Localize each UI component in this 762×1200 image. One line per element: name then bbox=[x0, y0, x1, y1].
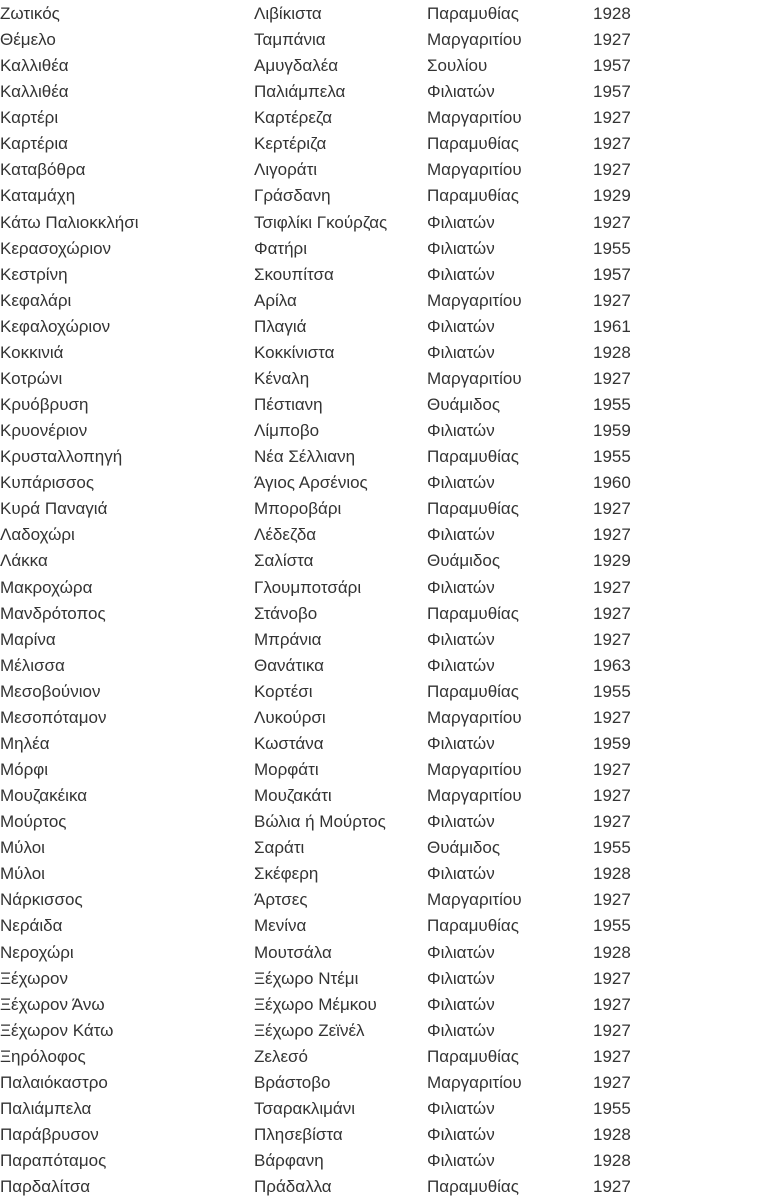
old-name-cell: Πλαγιά bbox=[254, 316, 307, 336]
year-cell: 1928 bbox=[593, 864, 631, 884]
table-row bbox=[0, 653, 762, 679]
year-cell: 1927 bbox=[593, 134, 631, 154]
year-cell: 1959 bbox=[593, 733, 631, 753]
region-cell: Παραμυθίας bbox=[427, 4, 519, 23]
table-row bbox=[0, 705, 762, 731]
table-row bbox=[0, 940, 762, 966]
year-cell: 1928 bbox=[593, 1151, 631, 1171]
year-cell: 1927 bbox=[593, 499, 631, 519]
year-cell: 1927 bbox=[593, 1020, 631, 1040]
table-row bbox=[0, 1148, 762, 1174]
region-cell: Παραμυθίας bbox=[427, 916, 519, 936]
year-cell: 1955 bbox=[593, 238, 631, 258]
year-cell: 1927 bbox=[593, 1177, 631, 1197]
new-name-cell: Μεσοπόταμον bbox=[0, 707, 107, 727]
new-name-cell: Μύλοι bbox=[0, 838, 45, 858]
table-row bbox=[0, 1018, 762, 1044]
region-cell: Θυάμιδος bbox=[427, 838, 501, 858]
table-row bbox=[0, 262, 762, 288]
table-row bbox=[0, 809, 762, 835]
year-cell: 1957 bbox=[593, 56, 631, 76]
old-name-cell: Πέστιανη bbox=[254, 395, 323, 415]
table-row bbox=[0, 1122, 762, 1148]
table-row bbox=[0, 913, 762, 939]
year-cell: 1957 bbox=[593, 82, 631, 102]
year-cell: 1961 bbox=[593, 316, 631, 336]
new-name-cell: Ξέχωρον Κάτω bbox=[0, 1020, 114, 1040]
new-name-cell: Μέλισσα bbox=[0, 655, 65, 675]
region-cell: Φιλιατών bbox=[427, 629, 495, 649]
old-name-cell: Άρτσες bbox=[254, 890, 308, 910]
table-row bbox=[0, 392, 762, 418]
region-cell: Φιλιατών bbox=[427, 82, 495, 102]
year-cell: 1927 bbox=[593, 786, 631, 806]
year-cell: 1955 bbox=[593, 838, 631, 858]
year-cell: 1927 bbox=[593, 603, 631, 623]
new-name-cell: Καταβόθρα bbox=[0, 160, 86, 180]
year-cell: 1927 bbox=[593, 108, 631, 128]
new-name-cell: Μύλοι bbox=[0, 864, 45, 884]
table-row bbox=[0, 496, 762, 522]
table-row bbox=[0, 548, 762, 574]
old-name-cell: Κωστάνα bbox=[254, 733, 324, 753]
region-cell: Φιλιατών bbox=[427, 473, 495, 493]
region-cell: Παραμυθίας bbox=[427, 1046, 519, 1066]
year-cell: 1927 bbox=[593, 212, 631, 232]
table-row bbox=[0, 105, 762, 131]
region-cell: Φιλιατών bbox=[427, 1151, 495, 1171]
new-name-cell: Κερασοχώριον bbox=[0, 238, 112, 258]
table-row bbox=[0, 1174, 762, 1200]
new-name-cell: Παραπόταμος bbox=[0, 1151, 107, 1171]
old-name-cell: Βάρφανη bbox=[254, 1151, 324, 1171]
table-row bbox=[0, 522, 762, 548]
table-row bbox=[0, 470, 762, 496]
region-cell: Μαργαριτίου bbox=[427, 760, 522, 780]
region-cell: Παραμυθίας bbox=[427, 681, 519, 701]
region-cell: Φιλιατών bbox=[427, 238, 495, 258]
new-name-cell: Ξέχωρον bbox=[0, 968, 68, 988]
new-name-cell: Ζωτικός bbox=[0, 4, 60, 23]
year-cell: 1963 bbox=[593, 655, 631, 675]
old-name-cell: Σκουπίτσα bbox=[254, 264, 334, 284]
year-cell: 1927 bbox=[593, 812, 631, 832]
new-name-cell: Θέμελο bbox=[0, 30, 56, 50]
old-name-cell: Κορτέσι bbox=[254, 681, 313, 701]
region-cell: Μαργαριτίου bbox=[427, 786, 522, 806]
region-cell: Μαργαριτίου bbox=[427, 290, 522, 310]
table-row bbox=[0, 210, 762, 236]
region-cell: Φιλιατών bbox=[427, 577, 495, 597]
old-name-cell: Ξέχωρο Μέμκου bbox=[254, 994, 377, 1014]
new-name-cell: Νεράιδα bbox=[0, 916, 63, 936]
year-cell: 1955 bbox=[593, 681, 631, 701]
new-name-cell: Κεφαλάρι bbox=[0, 290, 72, 310]
new-name-cell: Λάκκα bbox=[0, 551, 48, 571]
year-cell: 1960 bbox=[593, 473, 631, 493]
region-cell: Φιλιατών bbox=[427, 421, 495, 441]
new-name-cell: Κεφαλοχώριον bbox=[0, 316, 111, 336]
old-name-cell: Μποροβάρι bbox=[254, 499, 342, 519]
year-cell: 1927 bbox=[593, 368, 631, 388]
year-cell: 1927 bbox=[593, 577, 631, 597]
table-row bbox=[0, 418, 762, 444]
new-name-cell: Μακροχώρα bbox=[0, 577, 93, 597]
old-name-cell: Λυκούρσι bbox=[254, 707, 326, 727]
new-name-cell: Παρδαλίτσα bbox=[0, 1177, 91, 1197]
new-name-cell: Μούρτος bbox=[0, 812, 67, 832]
table-row bbox=[0, 1, 762, 27]
year-cell: 1929 bbox=[593, 186, 631, 206]
old-name-cell: Αμυγδαλέα bbox=[254, 56, 339, 76]
new-name-cell: Μουζακέικα bbox=[0, 786, 88, 806]
table-row bbox=[0, 575, 762, 601]
new-name-cell: Ξέχωρον Άνω bbox=[0, 994, 105, 1014]
year-cell: 1927 bbox=[593, 160, 631, 180]
region-cell: Φιλιατών bbox=[427, 212, 495, 232]
table-row bbox=[0, 79, 762, 105]
new-name-cell: Κυπάρισσος bbox=[0, 473, 95, 493]
old-name-cell: Λιγοράτι bbox=[254, 160, 318, 180]
old-name-cell: Βράστοβο bbox=[254, 1072, 331, 1092]
year-cell: 1927 bbox=[593, 994, 631, 1014]
new-name-cell: Κεστρίνη bbox=[0, 264, 68, 284]
old-name-cell: Νέα Σέλλιανη bbox=[254, 447, 356, 467]
new-name-cell: Κοτρώνι bbox=[0, 368, 63, 388]
region-cell: Παραμυθίας bbox=[427, 447, 519, 467]
table-row bbox=[0, 183, 762, 209]
year-cell: 1927 bbox=[593, 890, 631, 910]
old-name-cell: Σαλίστα bbox=[254, 551, 314, 571]
table-row bbox=[0, 444, 762, 470]
year-cell: 1955 bbox=[593, 447, 631, 467]
year-cell: 1927 bbox=[593, 525, 631, 545]
old-name-cell: Γράσδανη bbox=[254, 186, 331, 206]
year-cell: 1955 bbox=[593, 916, 631, 936]
region-cell: Φιλιατών bbox=[427, 264, 495, 284]
region-cell: Φιλιατών bbox=[427, 733, 495, 753]
year-cell: 1927 bbox=[593, 1072, 631, 1092]
table-row bbox=[0, 1044, 762, 1070]
region-cell: Παραμυθίας bbox=[427, 186, 519, 206]
region-cell: Μαργαριτίου bbox=[427, 160, 522, 180]
year-cell: 1927 bbox=[593, 707, 631, 727]
new-name-cell: Μαρίνα bbox=[0, 629, 56, 649]
table-row bbox=[0, 627, 762, 653]
year-cell: 1929 bbox=[593, 551, 631, 571]
new-name-cell: Καλλιθέα bbox=[0, 82, 69, 102]
new-name-cell: Κυρά Παναγιά bbox=[0, 499, 108, 519]
old-name-cell: Κερτέριζα bbox=[254, 134, 327, 154]
table-row bbox=[0, 1070, 762, 1096]
year-cell: 1927 bbox=[593, 290, 631, 310]
old-name-cell: Πλησεβίστα bbox=[254, 1125, 343, 1144]
old-name-cell: Ζελεσό bbox=[254, 1046, 308, 1066]
region-cell: Θυάμιδος bbox=[427, 395, 501, 415]
table-row bbox=[0, 1096, 762, 1122]
old-name-cell: Μπράνια bbox=[254, 629, 322, 649]
region-cell: Μαργαριτίου bbox=[427, 890, 522, 910]
new-name-cell: Καρτέρια bbox=[0, 134, 68, 154]
old-name-cell: Λίμποβο bbox=[254, 421, 320, 441]
old-name-cell: Καρτέρεζα bbox=[254, 108, 333, 128]
year-cell: 1927 bbox=[593, 1046, 631, 1066]
new-name-cell: Μεσοβούνιον bbox=[0, 681, 101, 701]
table-row bbox=[0, 731, 762, 757]
old-name-cell: Βώλια ή Μούρτος bbox=[254, 812, 386, 832]
year-cell: 1928 bbox=[593, 1125, 631, 1144]
old-name-cell: Λιβίκιστα bbox=[254, 4, 322, 23]
region-cell: Φιλιατών bbox=[427, 1020, 495, 1040]
old-name-cell: Άγιος Αρσένιος bbox=[254, 473, 368, 493]
table-row bbox=[0, 835, 762, 861]
table-row bbox=[0, 27, 762, 53]
year-cell: 1955 bbox=[593, 395, 631, 415]
new-name-cell: Λαδοχώρι bbox=[0, 525, 75, 545]
table-row bbox=[0, 992, 762, 1018]
table-row bbox=[0, 340, 762, 366]
new-name-cell: Νεροχώρι bbox=[0, 942, 74, 962]
year-cell: 1957 bbox=[593, 264, 631, 284]
new-name-cell: Ξηρόλοφος bbox=[0, 1046, 86, 1066]
old-name-cell: Μενίνα bbox=[254, 916, 307, 936]
old-name-cell: Σαράτι bbox=[254, 838, 305, 858]
region-cell: Φιλιατών bbox=[427, 1098, 495, 1118]
table-row bbox=[0, 966, 762, 992]
year-cell: 1959 bbox=[593, 421, 631, 441]
old-name-cell: Αρίλα bbox=[254, 290, 297, 310]
new-name-cell: Κοκκινιά bbox=[0, 342, 64, 362]
region-cell: Φιλιατών bbox=[427, 342, 495, 362]
old-name-cell: Ταμπάνια bbox=[254, 30, 326, 50]
new-name-cell: Καλλιθέα bbox=[0, 56, 69, 76]
new-name-cell: Καταμάχη bbox=[0, 186, 76, 206]
new-name-cell: Νάρκισσος bbox=[0, 890, 83, 910]
region-cell: Μαργαριτίου bbox=[427, 707, 522, 727]
table-row bbox=[0, 887, 762, 913]
new-name-cell: Παλαιόκαστρο bbox=[0, 1072, 108, 1092]
region-cell: Θυάμιδος bbox=[427, 551, 501, 571]
new-name-cell: Μηλέα bbox=[0, 733, 50, 753]
region-cell: Φιλιατών bbox=[427, 1125, 495, 1144]
new-name-cell: Μανδρότοπος bbox=[0, 603, 106, 623]
region-cell: Σουλίου bbox=[427, 56, 488, 76]
region-cell: Φιλιατών bbox=[427, 864, 495, 884]
year-cell: 1927 bbox=[593, 30, 631, 50]
region-cell: Φιλιατών bbox=[427, 655, 495, 675]
table-row bbox=[0, 314, 762, 340]
table-row bbox=[0, 757, 762, 783]
table-row bbox=[0, 366, 762, 392]
old-name-cell: Παλιάμπελα bbox=[254, 82, 346, 102]
old-name-cell: Τσιφλίκι Γκούρζας bbox=[254, 212, 388, 232]
old-name-cell: Μουτσάλα bbox=[254, 942, 332, 962]
region-cell: Φιλιατών bbox=[427, 994, 495, 1014]
table-row bbox=[0, 157, 762, 183]
table-row bbox=[0, 288, 762, 314]
region-cell: Παραμυθίας bbox=[427, 1177, 519, 1197]
old-name-cell: Στάνοβο bbox=[254, 603, 318, 623]
new-name-cell: Παλιάμπελα bbox=[0, 1098, 92, 1118]
region-cell: Μαργαριτίου bbox=[427, 30, 522, 50]
region-cell: Παραμυθίας bbox=[427, 603, 519, 623]
table-row bbox=[0, 236, 762, 262]
year-cell: 1928 bbox=[593, 342, 631, 362]
new-name-cell: Παράβρυσον bbox=[0, 1125, 99, 1144]
region-cell: Φιλιατών bbox=[427, 525, 495, 545]
region-cell: Φιλιατών bbox=[427, 812, 495, 832]
table-row bbox=[0, 53, 762, 79]
old-name-cell: Λέδεζδα bbox=[254, 525, 317, 545]
year-cell: 1927 bbox=[593, 629, 631, 649]
year-cell: 1927 bbox=[593, 968, 631, 988]
old-name-cell: Τσαρακλιμάνι bbox=[254, 1098, 356, 1118]
old-name-cell: Μουζακάτι bbox=[254, 786, 332, 806]
old-name-cell: Ξέχωρο Ζεϊνέλ bbox=[254, 1020, 365, 1040]
region-cell: Φιλιατών bbox=[427, 316, 495, 336]
table-row bbox=[0, 679, 762, 705]
table-row bbox=[0, 601, 762, 627]
region-cell: Μαργαριτίου bbox=[427, 1072, 522, 1092]
table-row bbox=[0, 131, 762, 157]
region-cell: Μαργαριτίου bbox=[427, 108, 522, 128]
year-cell: 1928 bbox=[593, 4, 631, 23]
old-name-cell: Πράδαλλα bbox=[254, 1177, 332, 1197]
new-name-cell: Καρτέρι bbox=[0, 108, 59, 128]
region-cell: Παραμυθίας bbox=[427, 134, 519, 154]
old-name-cell: Μορφάτι bbox=[254, 760, 319, 780]
table-row bbox=[0, 783, 762, 809]
old-name-cell: Κέναλη bbox=[254, 368, 310, 388]
new-name-cell: Μόρφι bbox=[0, 760, 49, 780]
old-name-cell: Θανάτικα bbox=[254, 655, 324, 675]
year-cell: 1955 bbox=[593, 1098, 631, 1118]
old-name-cell: Κοκκίνιστα bbox=[254, 342, 335, 362]
new-name-cell: Κρυονέριον bbox=[0, 421, 88, 441]
new-name-cell: Κρυσταλλοπηγή bbox=[0, 447, 123, 467]
year-cell: 1928 bbox=[593, 942, 631, 962]
region-cell: Παραμυθίας bbox=[427, 499, 519, 519]
new-name-cell: Κρυόβρυση bbox=[0, 395, 89, 415]
year-cell: 1927 bbox=[593, 760, 631, 780]
old-name-cell: Γλουμποτσάρι bbox=[254, 577, 362, 597]
region-cell: Φιλιατών bbox=[427, 942, 495, 962]
region-cell: Φιλιατών bbox=[427, 968, 495, 988]
old-name-cell: Φατήρι bbox=[254, 238, 308, 258]
old-name-cell: Σκέφερη bbox=[254, 864, 319, 884]
region-cell: Μαργαριτίου bbox=[427, 368, 522, 388]
table-row bbox=[0, 861, 762, 887]
new-name-cell: Κάτω Παλιοκκλήσι bbox=[0, 212, 139, 232]
old-name-cell: Ξέχωρο Ντέμι bbox=[254, 968, 359, 988]
